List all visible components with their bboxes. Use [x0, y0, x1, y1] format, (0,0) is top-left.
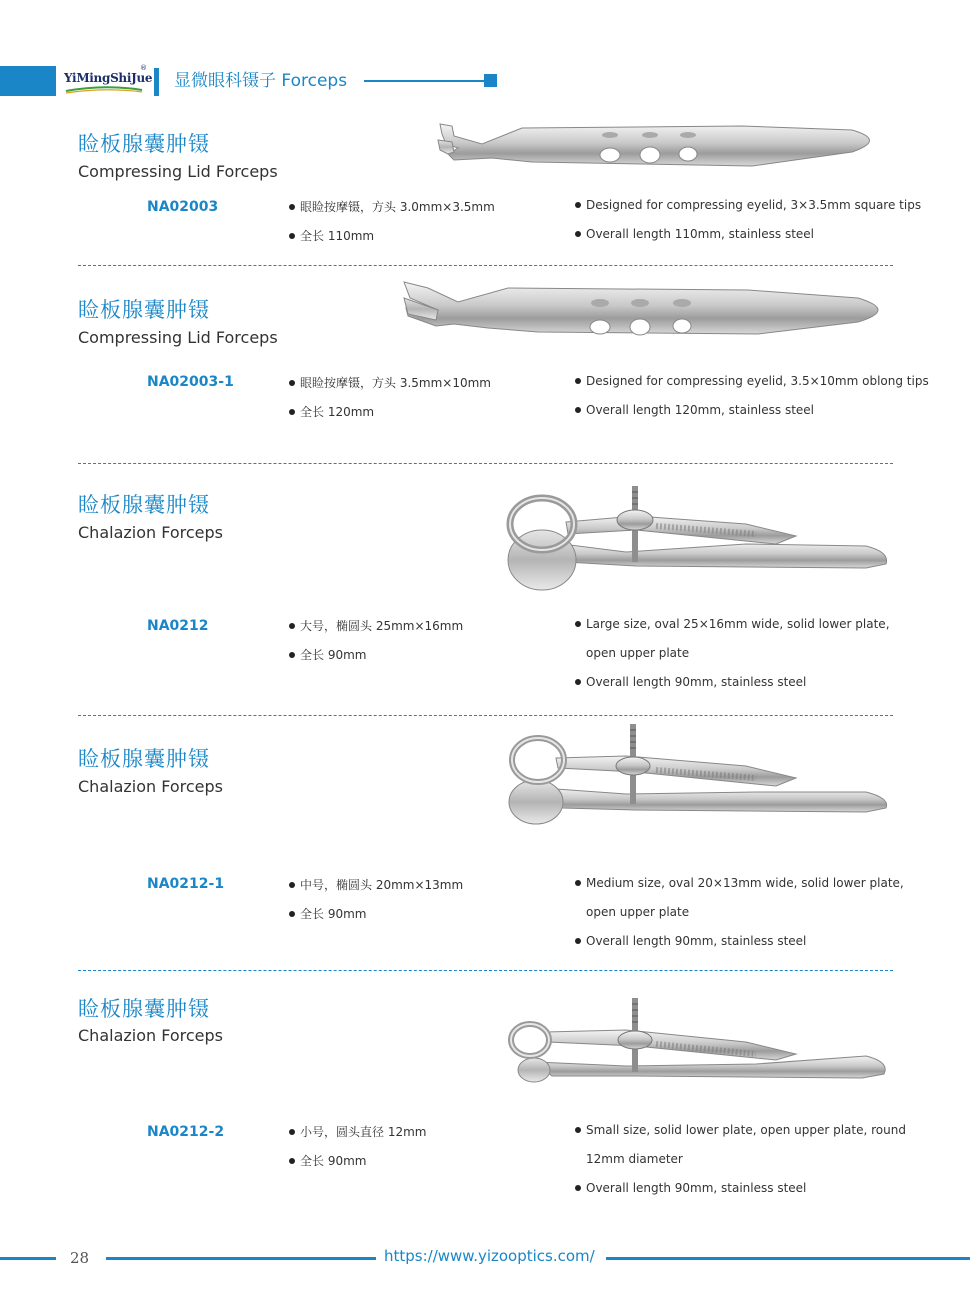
page-title: 显微眼科镊子 Forceps [174, 71, 348, 91]
footer-line-right [606, 1257, 970, 1260]
spec-en-text: Overall length 90mm, stainless steel [586, 1181, 807, 1195]
product-title-cn: 睑板腺囊肿镊 [78, 493, 210, 517]
product-code: NA0212-1 [147, 876, 225, 892]
section-divider [78, 715, 893, 716]
website-link[interactable]: https://www.yizooptics.com/ [384, 1247, 595, 1265]
bullet-icon [289, 652, 295, 658]
chalazion-forceps-medium-image [506, 722, 890, 828]
spec-cn-line [289, 1152, 366, 1169]
spec-cn-line [289, 227, 374, 244]
product-title-en: Chalazion Forceps [78, 523, 224, 542]
spec-en-line [575, 876, 904, 890]
spec-en-text: Small size, solid lower plate, open upper plate, round [586, 1123, 906, 1137]
spec-cn-text: 全长 120mm [300, 405, 375, 419]
bullet-icon [289, 233, 295, 239]
bullet-icon [289, 1158, 295, 1164]
bullet-icon [575, 1127, 581, 1133]
bullet-icon [575, 231, 581, 237]
spec-cn-text: 小号，圆头直径 12mm [300, 1125, 427, 1139]
spec-cn-line [289, 617, 463, 634]
header-square-icon [484, 74, 497, 87]
compressing-forceps-image [432, 118, 892, 180]
product-code: NA02003-1 [147, 374, 234, 390]
section-divider [78, 970, 893, 971]
spec-en-text: Large size, oval 25×16mm wide, solid lower plate, [586, 617, 890, 631]
spec-en-text: Overall length 90mm, stainless steel [586, 675, 807, 689]
spec-en-line [575, 1181, 806, 1195]
spec-en-line [575, 227, 814, 241]
spec-cn-text: 全长 90mm [300, 648, 367, 662]
spec-en-line [575, 1123, 906, 1137]
spec-en-text: Medium size, oval 20×13mm wide, solid lower plate, [586, 876, 904, 890]
spec-en-text: open upper plate [586, 646, 690, 660]
footer-line-mid [106, 1257, 376, 1260]
bullet-icon [289, 380, 295, 386]
chalazion-forceps-small-image [506, 996, 888, 1086]
bullet-icon [289, 911, 295, 917]
spec-cn-line [289, 1123, 426, 1140]
spec-cn-text: 中号，椭圆头 20mm×13mm [300, 878, 464, 892]
spec-cn-text: 大号，椭圆头 25mm×16mm [300, 619, 464, 633]
spec-en-line [575, 403, 814, 417]
bullet-icon [575, 938, 581, 944]
spec-en-text: Designed for compressing eyelid, 3.5×10mm oblong tips [586, 374, 929, 388]
bullet-icon [575, 621, 581, 627]
bullet-icon [289, 409, 295, 415]
spec-cn-text: 全长 110mm [300, 229, 375, 243]
spec-en-text: Overall length 90mm, stainless steel [586, 934, 807, 948]
spec-en-line [575, 675, 806, 689]
spec-en-line [575, 934, 806, 948]
spec-cn-text: 眼睑按摩镊，方头 3.5mm×10mm [300, 376, 491, 390]
product-code: NA0212 [147, 618, 209, 634]
compressing-forceps-image [398, 276, 888, 340]
product-title-cn: 睑板腺囊肿镊 [78, 298, 210, 322]
bullet-icon [575, 378, 581, 384]
spec-en-text: 12mm diameter [586, 1152, 683, 1166]
product-title-en: Chalazion Forceps [78, 777, 224, 796]
header-line [364, 80, 490, 82]
spec-en-text: open upper plate [586, 905, 690, 919]
spec-cn-text: 眼睑按摩镊，方头 3.0mm×3.5mm [300, 200, 495, 214]
spec-cn-line [289, 646, 366, 663]
logo-text: YiMingShiJue [64, 71, 153, 85]
spec-cn-line [289, 905, 366, 922]
spec-en-text: Overall length 110mm, stainless steel [586, 227, 815, 241]
bullet-icon [289, 1129, 295, 1135]
product-code: NA0212-2 [147, 1124, 225, 1140]
spec-cn-text: 全长 90mm [300, 1154, 367, 1168]
bullet-icon [575, 1185, 581, 1191]
bullet-icon [575, 880, 581, 886]
chalazion-forceps-large-image [506, 482, 890, 598]
spec-cn-line [289, 876, 463, 893]
product-title-cn: 睑板腺囊肿镊 [78, 997, 210, 1021]
bullet-icon [289, 882, 295, 888]
page-number: 28 [70, 1249, 90, 1267]
product-title-en: Compressing Lid Forceps [78, 328, 278, 347]
brand-logo [64, 64, 153, 96]
bullet-icon [289, 204, 295, 210]
spec-cn-line [289, 403, 374, 420]
spec-en-text: Overall length 120mm, stainless steel [586, 403, 815, 417]
spec-en-line [575, 374, 929, 388]
spec-cn-line [289, 198, 495, 215]
bullet-icon [575, 202, 581, 208]
product-title-cn: 睑板腺囊肿镊 [78, 132, 210, 156]
footer-line-left [0, 1257, 56, 1260]
product-title-en: Compressing Lid Forceps [78, 162, 278, 181]
product-title-cn: 睑板腺囊肿镊 [78, 747, 210, 771]
bullet-icon [575, 407, 581, 413]
spec-en-line [575, 617, 890, 631]
spec-en-text: Designed for compressing eyelid, 3×3.5mm square tips [586, 198, 922, 212]
section-divider [78, 463, 893, 464]
section-divider [78, 265, 893, 266]
product-title-en: Chalazion Forceps [78, 1026, 224, 1045]
spec-cn-text: 全长 90mm [300, 907, 367, 921]
logo-registered-mark: ® [140, 64, 147, 72]
logo-swoosh-icon [64, 86, 144, 94]
product-code: NA02003 [147, 199, 219, 215]
bullet-icon [575, 679, 581, 685]
header-accent-bar [0, 66, 56, 96]
bullet-icon [289, 623, 295, 629]
spec-en-line [575, 198, 921, 212]
header-divider [154, 68, 159, 96]
spec-cn-line [289, 374, 491, 391]
